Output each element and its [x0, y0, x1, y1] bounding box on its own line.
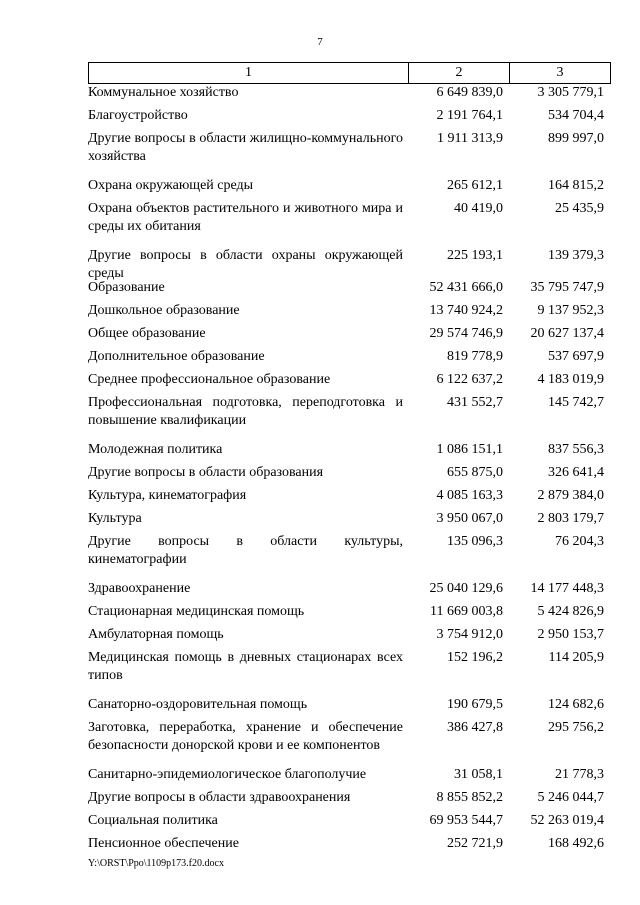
- table-row: [88, 348, 604, 366]
- table-row: [88, 394, 604, 430]
- row-name: Образование: [88, 280, 165, 295]
- row-value-col2: 6 122 637,2: [436, 372, 503, 387]
- page-number: 7: [317, 36, 323, 48]
- row-value-col3: 5 424 826,9: [537, 604, 604, 619]
- row-value-col3: 2 879 384,0: [537, 488, 604, 503]
- row-name: Среднее профессиональное образование: [88, 372, 331, 387]
- table-row: [88, 696, 604, 714]
- row-value-col2: 25 040 129,6: [429, 581, 503, 596]
- row-value-col3: 14 177 448,3: [530, 581, 604, 596]
- table-row: [88, 464, 604, 482]
- row-value-col2: 11 669 003,8: [430, 604, 503, 619]
- row-name: Благоустройство: [88, 108, 188, 123]
- table-row: [88, 247, 604, 283]
- row-value-col2: 135 096,3: [447, 534, 503, 549]
- table-row: [88, 649, 604, 685]
- row-value-col2: 252 721,9: [447, 836, 503, 851]
- table-row: [88, 533, 604, 569]
- row-value-col3: 326 641,4: [548, 465, 604, 480]
- row-value-col3: 899 997,0: [548, 131, 604, 146]
- row-value-col3: 3 305 779,1: [537, 85, 604, 100]
- row-name: Другие вопросы в области охраны окружающей среды: [88, 248, 403, 281]
- table-row: [88, 603, 604, 621]
- row-value-col3: 4 183 019,9: [537, 372, 604, 387]
- row-value-col3: 537 697,9: [548, 349, 604, 364]
- table-row: [88, 302, 604, 320]
- row-value-col2: 69 953 544,7: [429, 813, 503, 828]
- row-name: Охрана окружающей среды: [88, 178, 254, 193]
- row-value-col3: 5 246 044,7: [537, 790, 604, 805]
- row-value-col3: 168 492,6: [548, 836, 604, 851]
- table-row: [88, 371, 604, 389]
- row-name: Молодежная политика: [88, 442, 223, 457]
- row-name: Санитарно-эпидемиологическое благополучие: [88, 767, 367, 782]
- table-row: [88, 766, 604, 784]
- row-value-col3: 295 756,2: [548, 720, 604, 735]
- row-value-col3: 139 379,3: [548, 248, 604, 263]
- file-path-footer: Y:\ORST\Ppo\1109p173.f20.docx: [88, 858, 224, 869]
- row-value-col3: 114 205,9: [548, 650, 604, 665]
- row-name: Дополнительное образование: [88, 349, 265, 364]
- table-row: [88, 719, 604, 755]
- row-value-col2: 52 431 666,0: [429, 280, 503, 295]
- row-value-col2: 29 574 746,9: [429, 326, 503, 341]
- row-value-col3: 164 815,2: [548, 178, 604, 193]
- row-value-col2: 3 950 067,0: [436, 511, 503, 526]
- row-name: Другие вопросы в области культуры, кинематографии: [88, 534, 403, 567]
- row-name: Другие вопросы в области здравоохранения: [88, 790, 351, 805]
- row-value-col2: 6 649 839,0: [436, 85, 503, 100]
- row-value-col2: 1 086 151,1: [436, 442, 503, 457]
- row-value-col2: 1 911 313,9: [437, 131, 503, 146]
- row-value-col2: 2 191 764,1: [436, 108, 503, 123]
- table-row: [88, 200, 604, 236]
- row-value-col2: 4 085 163,3: [436, 488, 503, 503]
- row-name: Амбулаторная помощь: [88, 627, 224, 642]
- row-value-col3: 52 263 019,4: [530, 813, 604, 828]
- table-row: [88, 130, 604, 166]
- table-row: [88, 626, 604, 644]
- table-header: [88, 62, 611, 84]
- header-col-2: 2: [409, 63, 510, 84]
- table-row: [88, 441, 604, 459]
- row-value-col3: 9 137 952,3: [537, 303, 604, 318]
- row-name: Коммунальное хозяйство: [88, 85, 239, 100]
- row-value-col3: 837 556,3: [548, 442, 604, 457]
- row-value-col2: 265 612,1: [447, 178, 503, 193]
- row-name: Дошкольное образование: [88, 303, 240, 318]
- table-row: [88, 789, 604, 807]
- row-name: Профессиональная подготовка, переподготовка и повышение квалификации: [88, 395, 403, 428]
- row-value-col3: 35 795 747,9: [530, 280, 604, 295]
- row-value-col2: 819 778,9: [447, 349, 503, 364]
- row-value-col2: 152 196,2: [447, 650, 503, 665]
- row-name: Культура, кинематография: [88, 488, 247, 503]
- row-value-col2: 31 058,1: [454, 767, 503, 782]
- table-row: [88, 580, 604, 598]
- row-name: Санаторно-оздоровительная помощь: [88, 697, 308, 712]
- table-row: [88, 835, 604, 853]
- row-name: Здравоохранение: [88, 581, 191, 596]
- table-row: [88, 487, 604, 505]
- row-name: Другие вопросы в области образования: [88, 465, 324, 480]
- row-value-col3: 2 950 153,7: [537, 627, 604, 642]
- header-col-1: 1: [89, 63, 409, 84]
- row-value-col2: 431 552,7: [447, 395, 503, 410]
- row-value-col3: 20 627 137,4: [530, 326, 604, 341]
- table-row: [88, 177, 604, 195]
- table-row: [88, 107, 604, 125]
- row-name: Стационарная медицинская помощь: [88, 604, 305, 619]
- row-name: Медицинская помощь в дневных стационарах всех типов: [88, 650, 403, 683]
- row-value-col2: 225 193,1: [447, 248, 503, 263]
- table-row: [88, 325, 604, 343]
- row-value-col2: 8 855 852,2: [436, 790, 503, 805]
- header-col-3: 3: [510, 63, 611, 84]
- row-value-col2: 3 754 912,0: [436, 627, 503, 642]
- row-name: Заготовка, переработка, хранение и обеспечение безопасности донорской крови и ее компонентов: [88, 720, 403, 753]
- row-name: Социальная политика: [88, 813, 218, 828]
- row-name: Культура: [88, 511, 142, 526]
- row-value-col3: 25 435,9: [555, 201, 604, 216]
- row-value-col3: 76 204,3: [555, 534, 604, 549]
- table-row: [88, 84, 604, 102]
- table-row: [88, 279, 604, 297]
- row-value-col3: 21 778,3: [555, 767, 604, 782]
- row-value-col3: 145 742,7: [548, 395, 604, 410]
- row-name: Охрана объектов растительного и животного мира и среды их обитания: [88, 201, 403, 234]
- row-name: Другие вопросы в области жилищно-коммунального хозяйства: [88, 131, 403, 164]
- table-row: [88, 812, 604, 830]
- row-value-col2: 386 427,8: [447, 720, 503, 735]
- row-value-col3: 2 803 179,7: [537, 511, 604, 526]
- row-name: Общее образование: [88, 326, 206, 341]
- table-row: [88, 510, 604, 528]
- row-value-col3: 124 682,6: [548, 697, 604, 712]
- row-name: Пенсионное обеспечение: [88, 836, 239, 851]
- row-value-col2: 190 679,5: [447, 697, 503, 712]
- row-value-col3: 534 704,4: [548, 108, 604, 123]
- row-value-col2: 655 875,0: [447, 465, 503, 480]
- row-value-col2: 13 740 924,2: [429, 303, 503, 318]
- row-value-col2: 40 419,0: [454, 201, 503, 216]
